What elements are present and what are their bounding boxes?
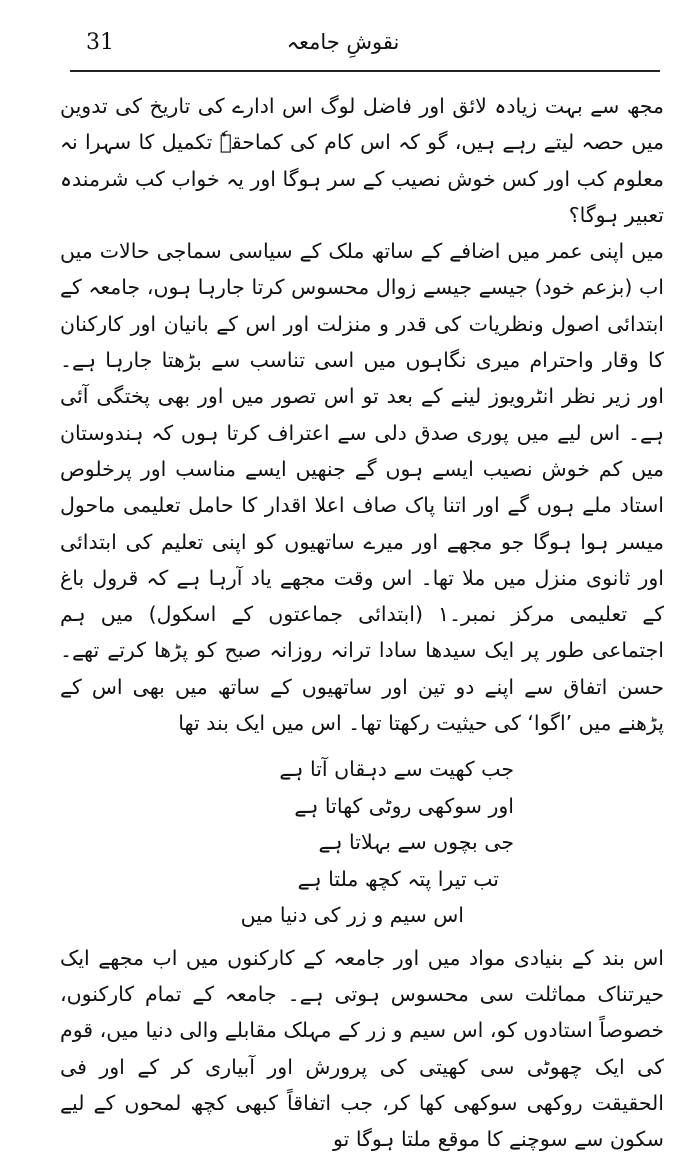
page-body [60,88,664,1158]
page-header [0,30,686,70]
poem-line-5: اس سیم و زر کی دنیا میں [240,903,464,928]
running-title: نقوشِ جامعہ [286,30,400,54]
paragraph-1: مجھ سے بہت زیادہ لائق اور فاضل لوگ اس ادارے کی تاریخ کی تدوین میں حصہ لیتے رہے ہیں، گو کہ اس کام کی کماحقہٗ تکمیل کا سہرا نہ معلوم کب اور کس خوش نصیب کے سر ہوگا اور یہ خواب کب شرمندہ تعبیر ہوگا؟ [60,94,664,227]
paragraph-2: میں اپنی عمر میں اضافے کے ساتھ ملک کے سیاسی سماجی حالات میں اب (بزعم خود) جیسے جیسے زوال محسوس کرتا جارہا ہوں، جامعہ کے ابتدائی اصول ونظریات کی قدر و منزلت اور اس کے بانیان اور کارکنان کا وقار واحترام میری نگاہوں میں اسی تناسب سے بڑھتا جارہا ہے۔ اور زیر نظر انٹرویوز لینے کے بعد تو اس تصور میں اور بھی پختگی آئی ہے۔ اس لیے میں پوری صدق دلی سے اعتراف کرتا ہوں کہ ہندوستان میں کم خوش نصیب ایسے ہوں گے جنھیں ایسے مناسب اور پرخلوص استاد ملے ہوں گے اور اتنا پاک صاف اعلا اقدار کا حامل تعلیمی ماحول میسر ہوا ہوگا جو مجھے اور میرے ساتھیوں کو اپنی تعلیم کی ابتدائی اور ثانوی منزل میں ملا تھا۔ اس وقت مجھے یاد آرہا ہے کہ قرول باغ کے تعلیمی مرکز نمبر۔۱ (ابتدائی جماعتوں کے اسکول) میں ہم اجتماعی طور پر ایک سیدھا سادا ترانہ روزانہ صبح کو پڑھا کرتے تھے۔ حسن اتفاق سے اپنے دو تین اور ساتھیوں کے ساتھ میں بھی اس کے پڑھنے میں ’اگوا‘ کی حیثیت رکھتا تھا۔ اس میں ایک بند تھا [60,239,664,736]
poem-line-1: جب کھیت سے دہقاں آتا ہے [279,757,514,782]
poem-line-2: اور سوکھی روٹی کھاتا ہے [294,793,514,818]
poem-stanza [60,751,664,934]
poem-line-3: جی بچوں سے بہلاتا ہے [318,830,514,855]
paragraph-3: اس بند کے بنیادی مواد میں اور جامعہ کے کارکنوں میں اب مجھے ایک حیرتناک مماثلت سی محسوس ہوتی ہے۔ جامعہ کے تمام کارکنوں، خصوصاً استادوں کو، اس سیم و زر کے مہلک مقابلے والی دنیا میں، قوم کی ایک چھوٹی سی کھیتی کی پرورش اور آبیاری کر کے اور فی الحقیقت روکھی سوکھی کھا کر، جب اتفاقاً کبھی کچھ لمحوں کے لیے سکون سے سوچنے کا موقع ملتا ہوگا تو [60,945,664,1152]
poem-line-4: تب تیرا پتہ کچھ ملتا ہے [297,866,499,891]
page-number: 31 [86,30,114,55]
header-rule [70,70,660,72]
